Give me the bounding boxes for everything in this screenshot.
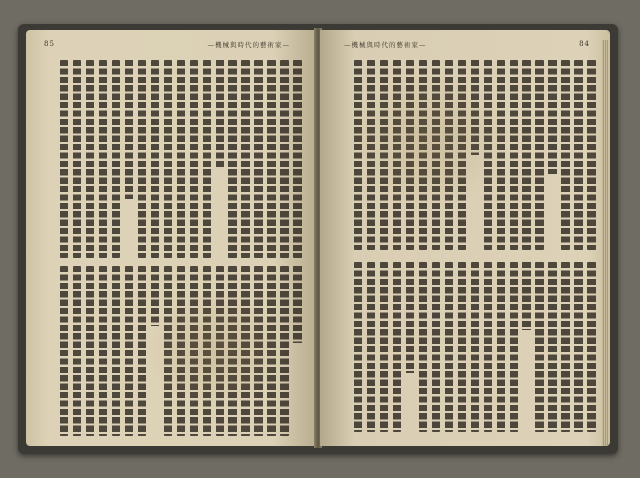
left-page-header bbox=[26, 38, 316, 52]
text-column bbox=[254, 266, 263, 436]
text-column bbox=[125, 266, 134, 436]
right-page-header bbox=[320, 38, 610, 52]
text-column bbox=[406, 262, 415, 432]
text-column bbox=[367, 262, 376, 432]
text-column bbox=[73, 266, 82, 436]
text-column bbox=[497, 262, 506, 432]
left-lower-text-block bbox=[42, 266, 302, 436]
text-column bbox=[293, 266, 302, 436]
right-page-number: 84 bbox=[579, 40, 590, 48]
text-column bbox=[190, 60, 199, 258]
text-column bbox=[203, 266, 212, 436]
text-column bbox=[254, 60, 263, 258]
text-column bbox=[99, 60, 108, 258]
text-column bbox=[60, 60, 69, 258]
text-column bbox=[164, 266, 173, 436]
right-upper-text-block bbox=[336, 60, 596, 250]
text-column bbox=[458, 60, 467, 250]
text-column bbox=[228, 266, 237, 436]
text-column bbox=[267, 266, 276, 436]
text-column bbox=[510, 262, 519, 432]
text-column bbox=[138, 60, 147, 258]
text-column bbox=[393, 262, 402, 432]
text-column bbox=[510, 60, 519, 250]
text-column bbox=[138, 266, 147, 436]
text-column bbox=[561, 262, 570, 432]
text-column bbox=[445, 262, 454, 432]
text-column bbox=[99, 266, 108, 436]
left-page-number: 85 bbox=[44, 40, 55, 48]
text-column bbox=[497, 60, 506, 250]
text-column bbox=[432, 60, 441, 250]
text-column bbox=[177, 266, 186, 436]
left-upper-text-block bbox=[42, 60, 302, 258]
text-column bbox=[354, 262, 363, 432]
text-column bbox=[445, 60, 454, 250]
text-column bbox=[458, 262, 467, 432]
text-column bbox=[86, 266, 95, 436]
text-column bbox=[574, 60, 583, 250]
text-column bbox=[393, 60, 402, 250]
text-column bbox=[354, 60, 363, 250]
right-running-head: —機械與時代的藝術家— bbox=[344, 41, 427, 49]
text-column bbox=[60, 266, 69, 436]
text-column bbox=[367, 60, 376, 250]
text-column bbox=[548, 60, 557, 250]
text-column bbox=[522, 60, 531, 250]
left-running-head: —機械與時代的藝術家— bbox=[207, 41, 290, 49]
open-book bbox=[18, 24, 618, 454]
text-column bbox=[216, 266, 225, 436]
text-column bbox=[216, 60, 225, 258]
text-column bbox=[522, 262, 531, 432]
left-page bbox=[26, 30, 316, 446]
text-column bbox=[73, 60, 82, 258]
right-page bbox=[320, 30, 610, 446]
text-column bbox=[228, 60, 237, 258]
text-column bbox=[380, 262, 389, 432]
text-column bbox=[548, 262, 557, 432]
text-column bbox=[151, 266, 160, 436]
text-column bbox=[151, 60, 160, 258]
text-column bbox=[471, 262, 480, 432]
text-column bbox=[280, 60, 289, 258]
text-column bbox=[406, 60, 415, 250]
text-column bbox=[419, 262, 428, 432]
text-column bbox=[112, 266, 121, 436]
text-column bbox=[267, 60, 276, 258]
text-column bbox=[280, 266, 289, 436]
text-column bbox=[587, 60, 596, 250]
page-edge bbox=[602, 40, 608, 446]
text-column bbox=[241, 266, 250, 436]
text-column bbox=[86, 60, 95, 258]
text-column bbox=[432, 262, 441, 432]
text-column bbox=[484, 262, 493, 432]
text-column bbox=[535, 262, 544, 432]
text-column bbox=[484, 60, 493, 250]
text-column bbox=[587, 262, 596, 432]
text-column bbox=[471, 60, 480, 250]
text-column bbox=[164, 60, 173, 258]
text-column bbox=[190, 266, 199, 436]
text-column bbox=[125, 60, 134, 258]
text-column bbox=[561, 60, 570, 250]
text-column bbox=[293, 60, 302, 258]
text-column bbox=[177, 60, 186, 258]
text-column bbox=[380, 60, 389, 250]
text-column bbox=[419, 60, 428, 250]
text-column bbox=[535, 60, 544, 250]
right-lower-text-block bbox=[336, 262, 596, 432]
text-column bbox=[241, 60, 250, 258]
text-column bbox=[574, 262, 583, 432]
text-column bbox=[112, 60, 121, 258]
text-column bbox=[203, 60, 212, 258]
